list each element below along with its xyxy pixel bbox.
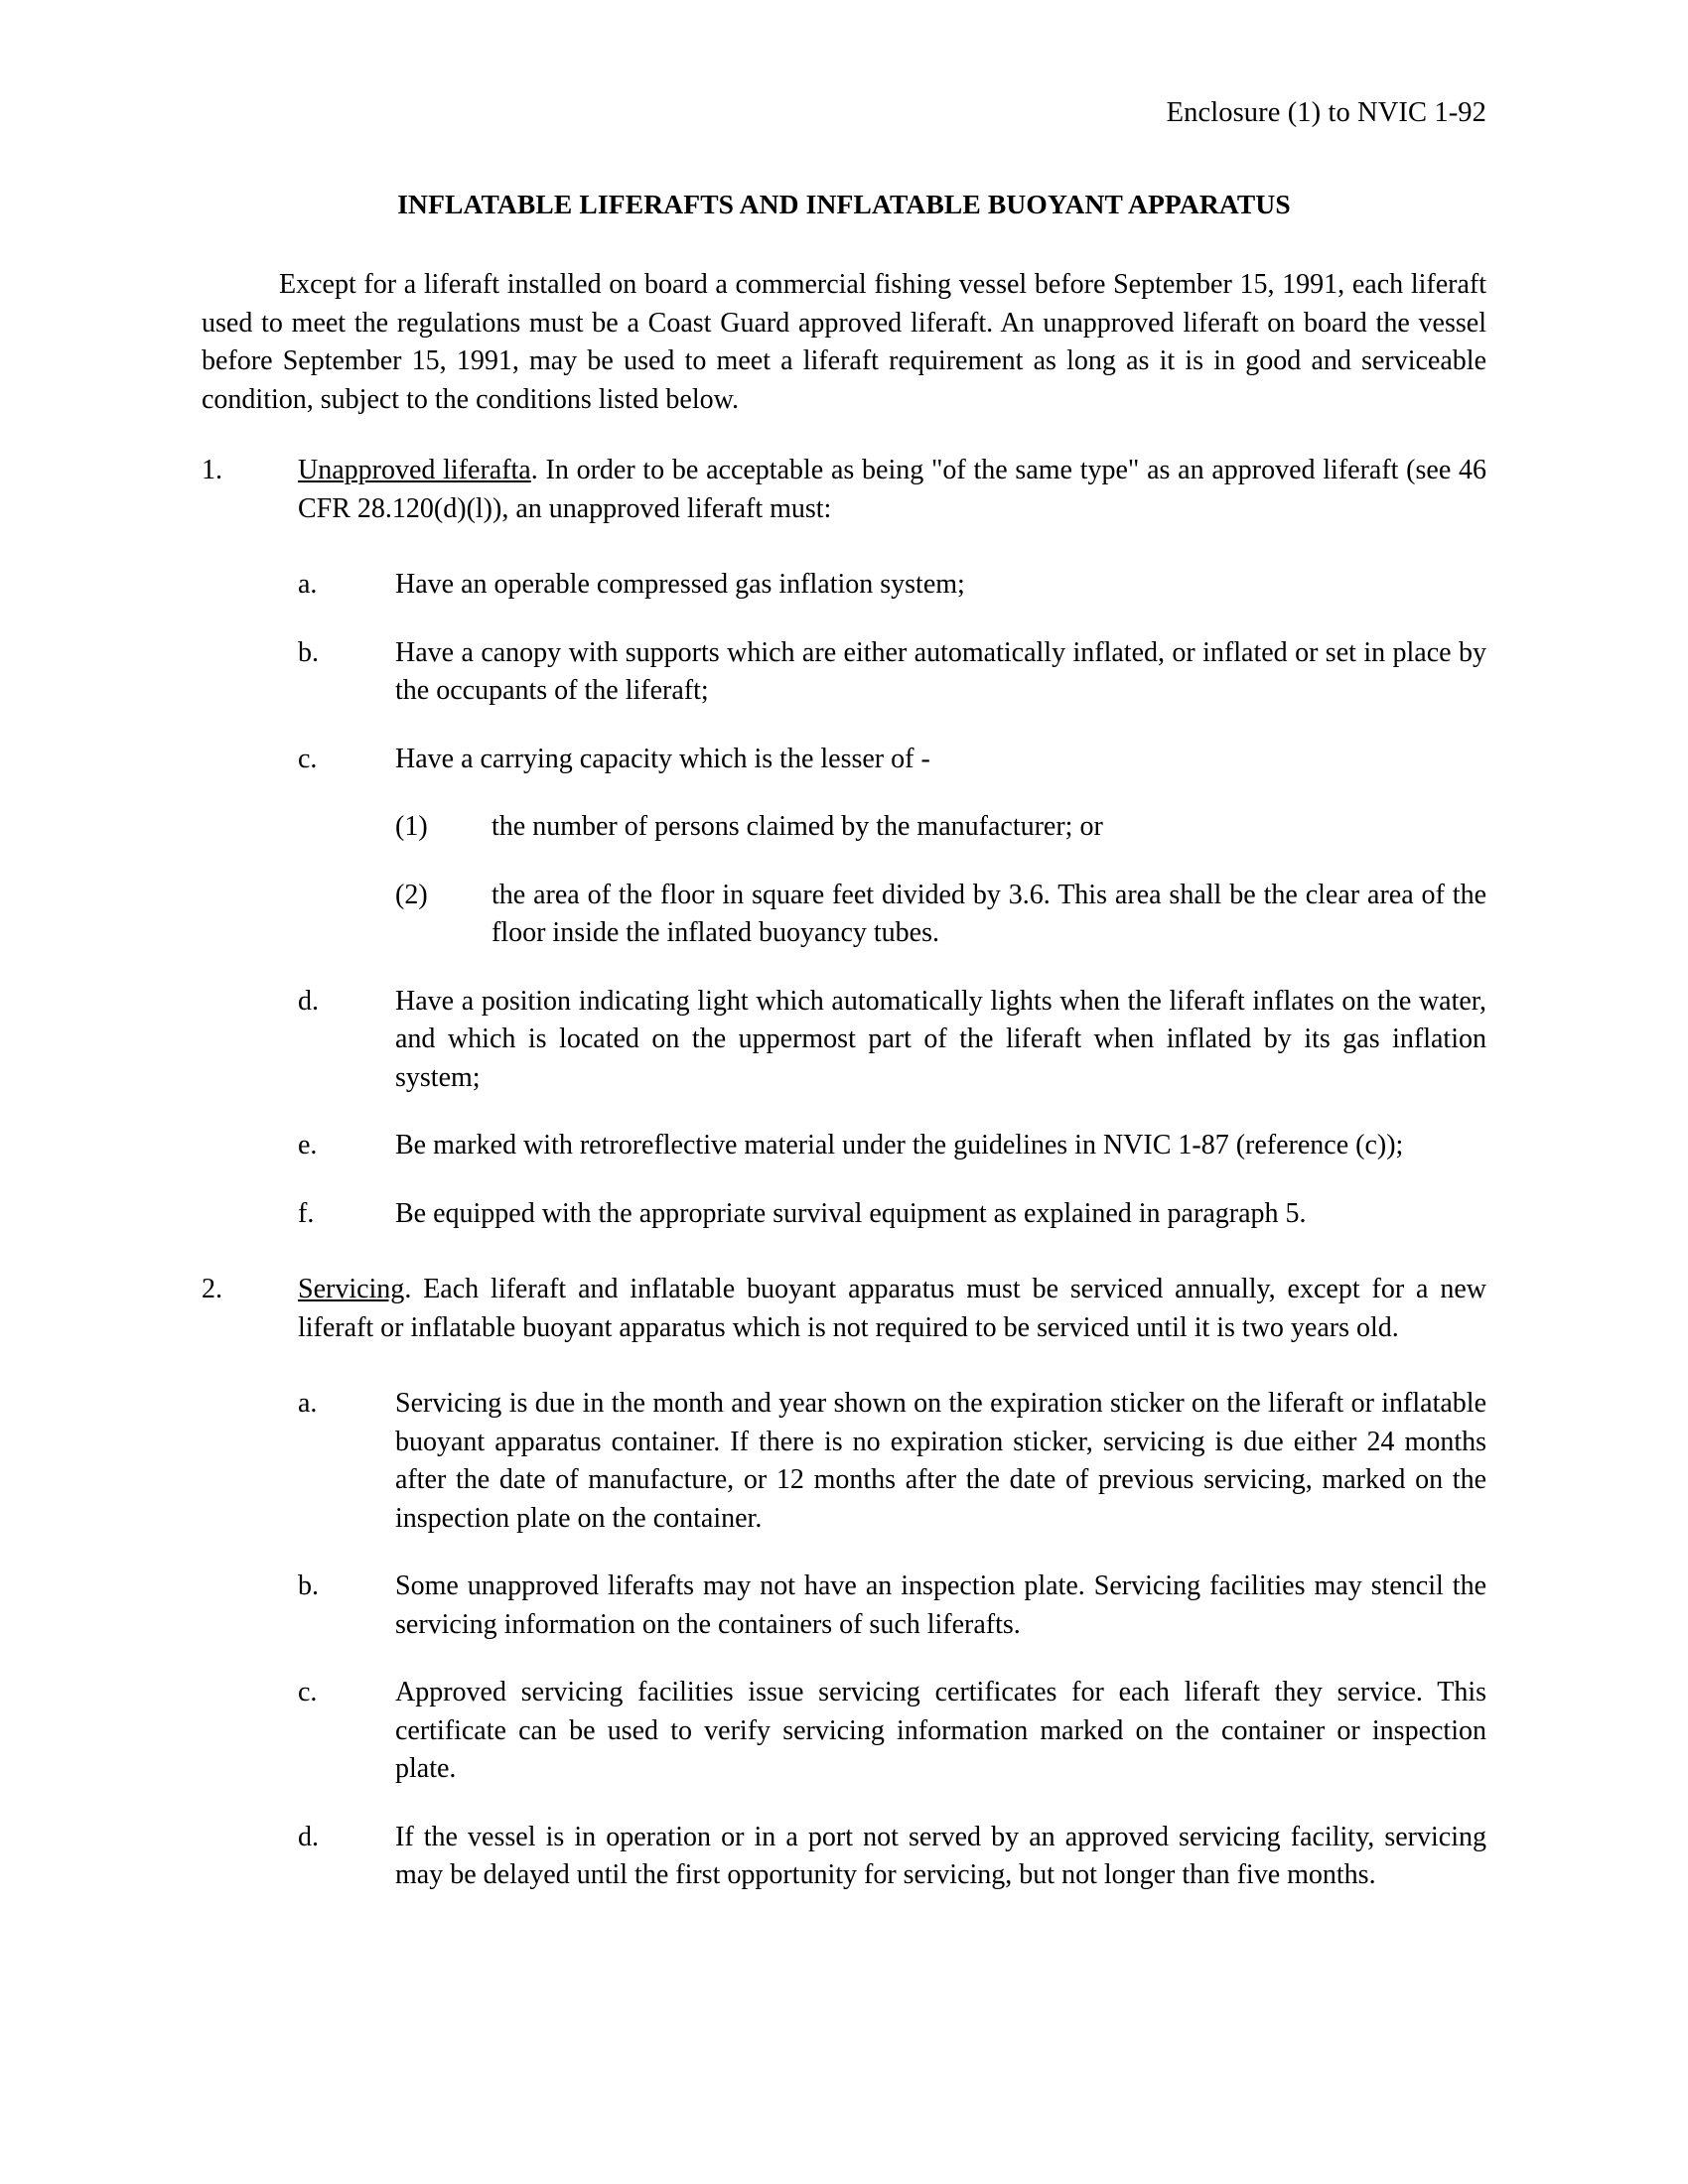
item-1c2-marker: (2) — [395, 879, 428, 910]
enclosure-reference: Enclosure (1) to NVIC 1-92 — [1166, 97, 1486, 128]
item-1e-marker: e. — [298, 1130, 318, 1160]
item-2c — [202, 1674, 1486, 1789]
item-2b-text: Some unapproved liferafts may not have an inspection plate. Servicing facilities may stencil the servicing information on the containers of such liferafts. — [395, 1570, 1486, 1640]
item-1a-text: Have an operable compressed gas inflation system; — [395, 569, 965, 600]
section-2 — [202, 1271, 1486, 1347]
item-2a-marker: a. — [298, 1388, 318, 1419]
item-2d — [202, 1819, 1486, 1895]
item-1b-text: Have a canopy with supports which are either automatically inflated, or inflated or set in place by the occupants of the liferaft; — [395, 636, 1486, 706]
item-2b-marker: b. — [298, 1570, 319, 1601]
item-1c1-marker: (1) — [395, 811, 428, 842]
section-1-lead: . In order to be acceptable as being "of the same type" as an approved liferaft (see 46 CFR 28.120(d)(l)), an unapproved liferaft must: — [298, 455, 1486, 524]
item-1c-marker: c. — [298, 743, 318, 774]
item-2a-text: Servicing is due in the month and year shown on the expiration sticker on the liferaft or inflatable buoyant apparatus container. If there is no expiration sticker, servicing is due either 24 months after the date of manufacture, or 12 months after the date of previous servicing, marked on the inspection plate on the container. — [395, 1388, 1486, 1534]
item-1f-text: Be equipped with the appropriate survival equipment as explained in paragraph 5. — [395, 1197, 1307, 1229]
item-1c — [202, 741, 1486, 779]
item-2c-marker: c. — [298, 1677, 318, 1707]
item-1c1-text: the number of persons claimed by the manufacturer; or — [492, 811, 1103, 842]
item-2d-marker: d. — [298, 1821, 319, 1852]
document-body — [202, 266, 1486, 1895]
section-2-lead: . Each liferaft and inflatable buoyant apparatus must be serviced annually, except for a new liferaft or inflatable buoyant apparatus which is not required to be serviced until it is two years old. — [298, 1274, 1486, 1343]
item-2b — [202, 1568, 1486, 1644]
item-2d-text: If the vessel is in operation or in a port not served by an approved servicing facility, servicing may be delayed until the first opportunity for servicing, but not longer than five months. — [395, 1821, 1486, 1890]
item-1b — [202, 634, 1486, 711]
item-1d-text: Have a position indicating light which automatically lights when the liferaft inflates on the water, and which is located on the uppermost part of the liferaft when inflated by its gas inflation system; — [395, 985, 1486, 1093]
page-title: INFLATABLE LIFERAFTS AND INFLATABLE BUOYANT APPARATUS — [397, 189, 1291, 219]
item-1c-text: Have a carrying capacity which is the lesser of - — [395, 743, 930, 774]
item-1c1 — [202, 808, 1486, 847]
section-1-heading: Unapproved liferafta — [298, 455, 531, 485]
item-1e — [202, 1127, 1486, 1165]
item-1c2-text: the area of the floor in square feet divided by 3.6. This area shall be the clear area of the floor inside the inflated buoyancy tubes. — [492, 879, 1486, 948]
intro-paragraph: Except for a liferaft installed on board a commercial fishing vessel before September 15, 1991, each liferaft used to meet the regulations must be a Coast Guard approved liferaft. An unapproved liferaft on board the vessel before September 15, 1991, may be used to meet a liferaft requirement as long as it is in good and serviceable condition, subject to the conditions listed below. — [202, 269, 1486, 415]
item-2c-text: Approved servicing facilities issue servicing certificates for each liferaft they service. This certificate can be used to verify servicing information marked on the container or inspection plate. — [395, 1677, 1486, 1784]
item-2a — [202, 1385, 1486, 1538]
item-1d — [202, 983, 1486, 1098]
item-1f-marker: f. — [298, 1197, 315, 1229]
section-1-marker: 1. — [202, 455, 222, 485]
item-1a-marker: a. — [298, 569, 318, 600]
item-1f — [202, 1195, 1486, 1234]
item-1a — [202, 566, 1486, 605]
document-header — [202, 95, 1486, 131]
section-1 — [202, 452, 1486, 528]
section-2-marker: 2. — [202, 1274, 222, 1304]
section-2-text — [298, 1271, 1486, 1347]
item-1d-marker: d. — [298, 985, 319, 1017]
section-1-text — [298, 452, 1486, 528]
item-1e-text: Be marked with retroreflective material under the guidelines in NVIC 1-87 (reference (c)); — [395, 1130, 1404, 1160]
section-2-heading: Servicing — [298, 1274, 405, 1304]
item-1c2 — [202, 877, 1486, 953]
item-1b-marker: b. — [298, 636, 319, 668]
